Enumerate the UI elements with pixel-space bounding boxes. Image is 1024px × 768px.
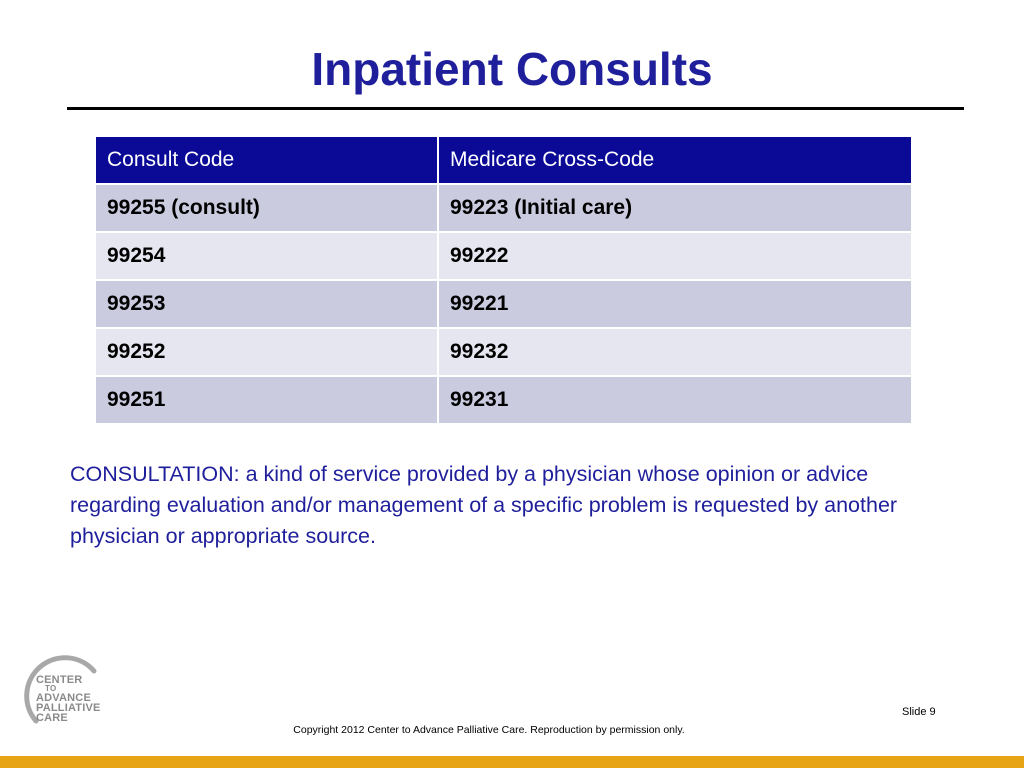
logo-line: TO [45,684,57,693]
table-row [95,280,912,328]
consult-code-cell: 99255 (consult) [95,184,438,232]
consult-code-cell: 99254 [95,232,438,280]
consult-code-cell: 99251 [95,376,438,424]
table-row [95,376,912,424]
table-header-row [95,136,912,184]
logo-line: ADVANCE [36,692,91,704]
title-divider [67,107,964,110]
table-row [95,232,912,280]
logo-line: CENTER [36,674,83,686]
bottom-accent-bar [0,756,1024,768]
slide-number: Slide 9 [902,706,936,718]
copyright-notice: Copyright 2012 Center to Advance Palliative Care. Reproduction by permission only. [293,724,685,736]
header-medicare-cross-code: Medicare Cross-Code [438,136,912,184]
cross-code-cell: 99223 (Initial care) [438,184,912,232]
header-consult-code: Consult Code [95,136,438,184]
consultation-definition: CONSULTATION: a kind of service provided by a physician whose opinion or advice regarding evaluation and/or management of a specific problem is requested by another physician or appropriate source. [70,462,898,548]
cross-code-cell: 99231 [438,376,912,424]
consult-codes-table [94,135,913,425]
consult-code-cell: 99252 [95,328,438,376]
logo-wordmark [36,675,101,723]
logo-line: PALLIATIVE [36,702,101,714]
table-row [95,328,912,376]
logo-line: CARE [36,712,68,724]
table-row [95,184,912,232]
capc-logo [22,655,122,735]
cross-code-cell: 99222 [438,232,912,280]
cross-code-cell: 99232 [438,328,912,376]
cross-code-cell: 99221 [438,280,912,328]
slide-title: Inpatient Consults [311,43,713,95]
consult-code-cell: 99253 [95,280,438,328]
